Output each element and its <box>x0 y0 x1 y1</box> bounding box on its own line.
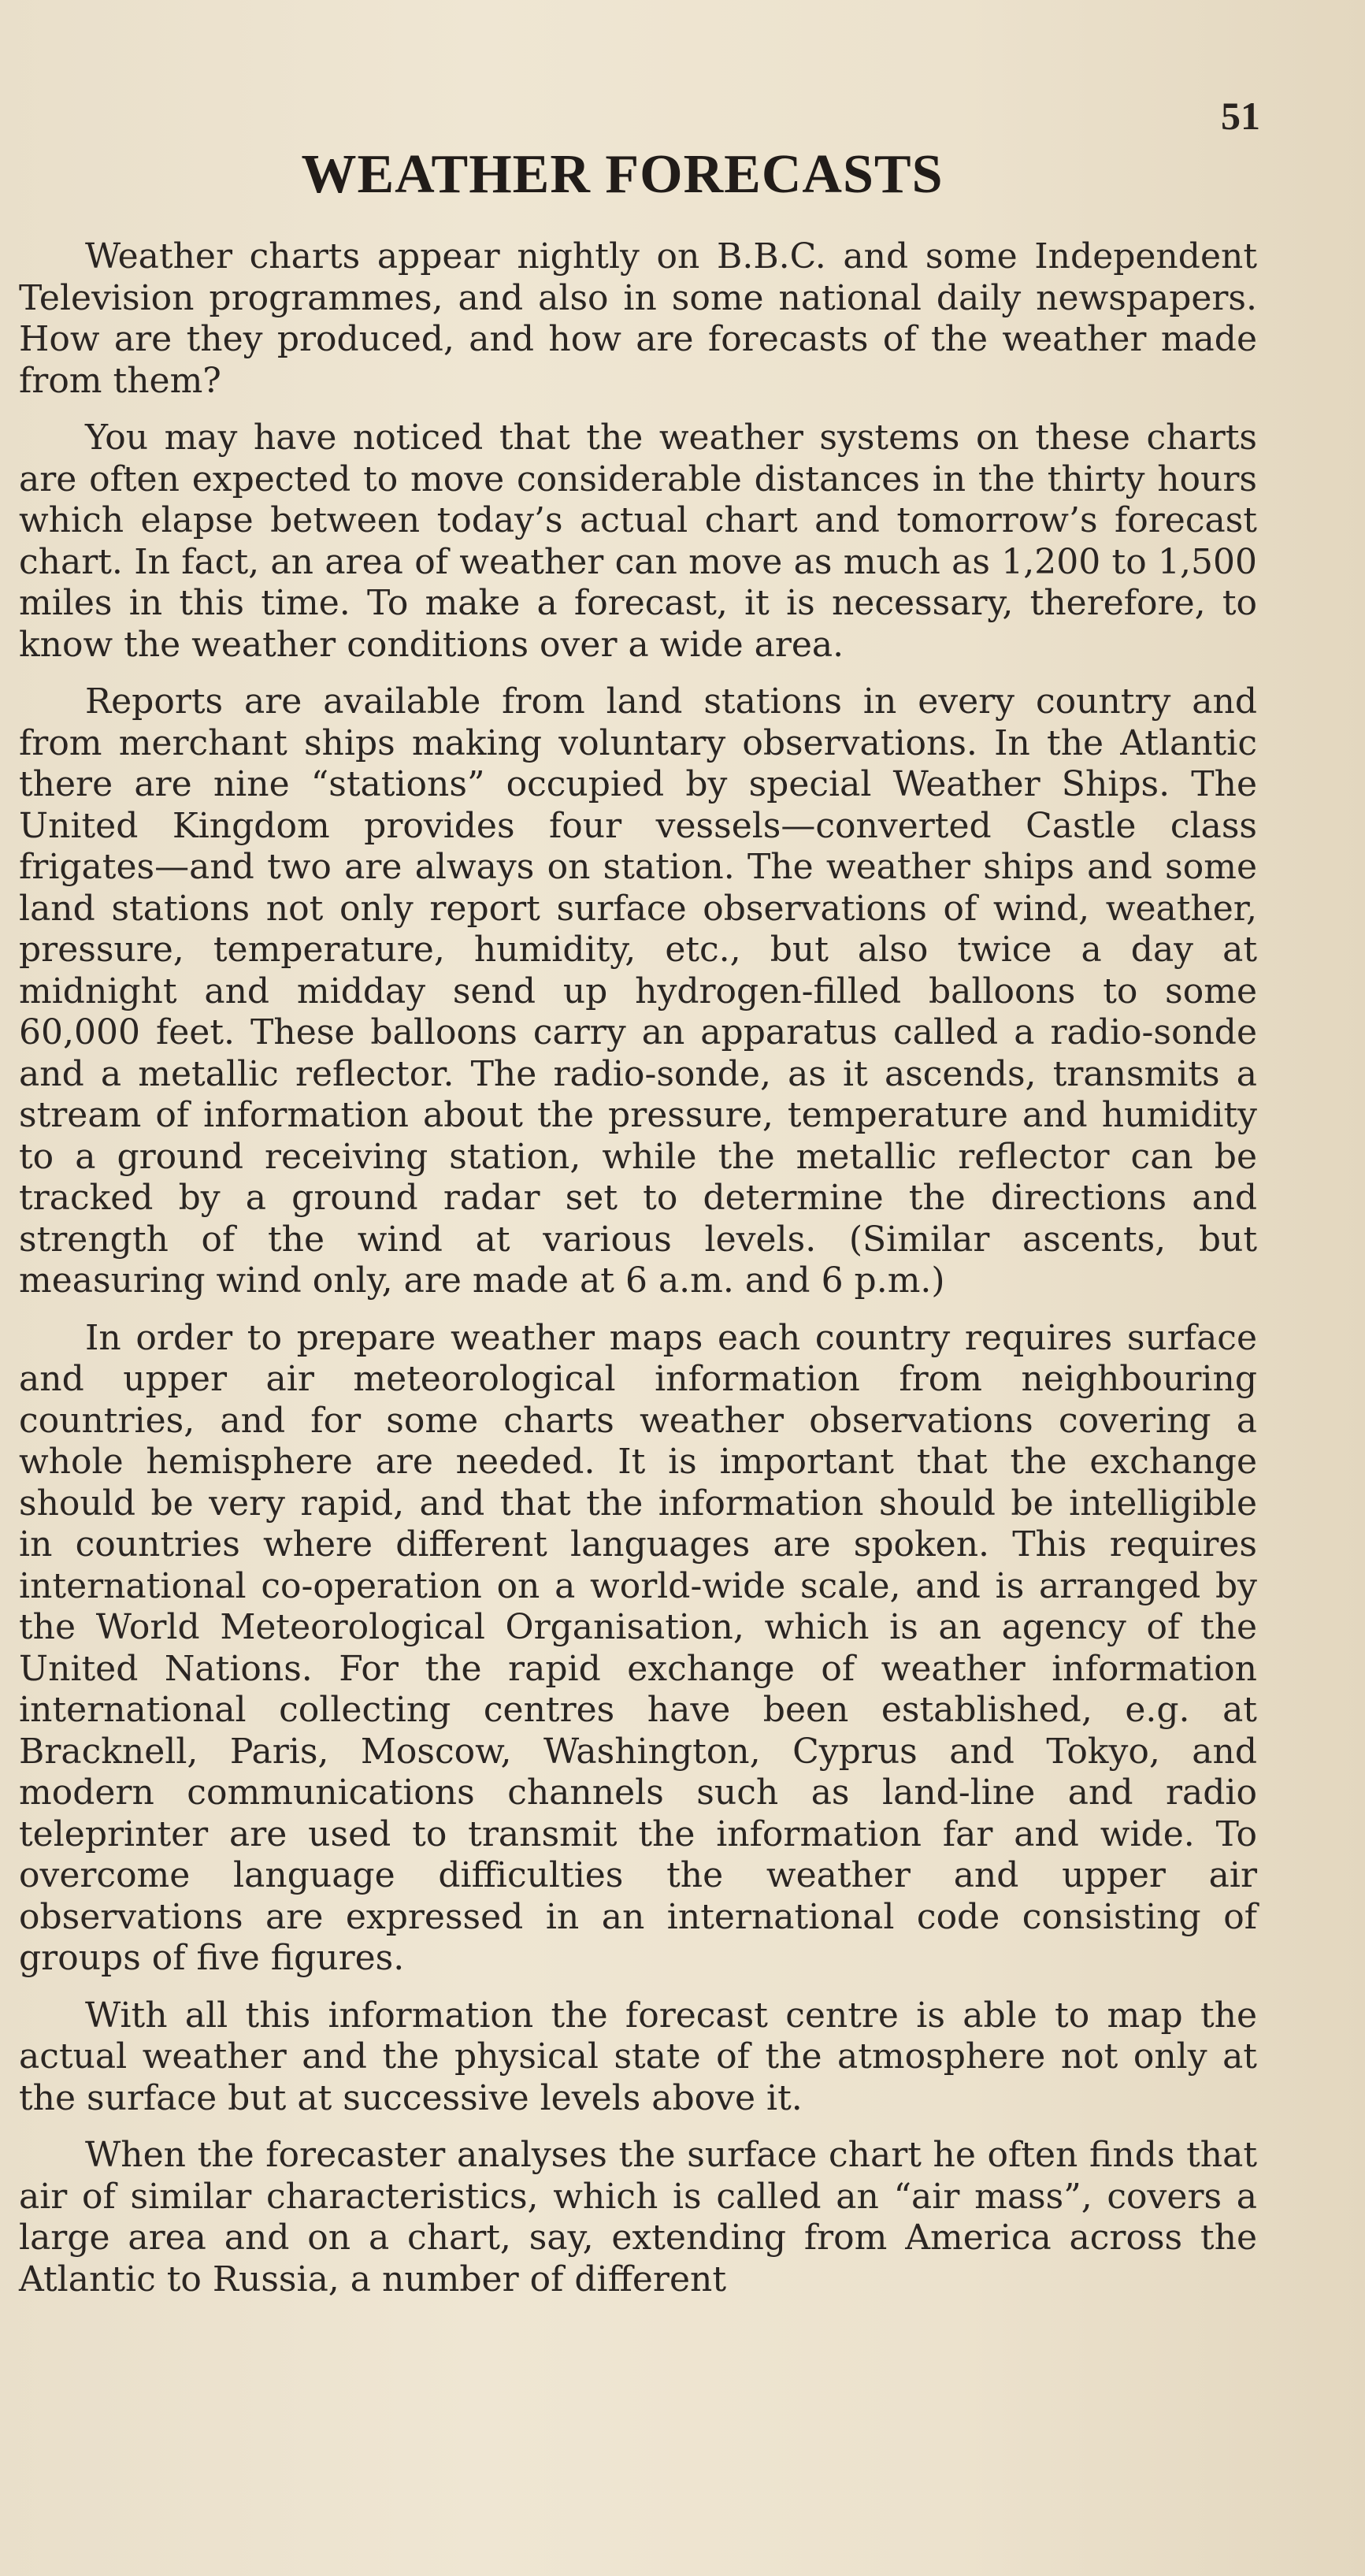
paragraph-4: In order to prepare weather maps each country requires surface and upper air meteorological information from neighbouring countries, and for some charts weather observations covering a whole hemisphere are needed. It is important that the exchange should be very rapid, and that the information should be intelligible in countries where different languages are spoken. This requires international co-operation on a world-wide scale, and is arranged by the World Meteorological Organisation, which is an agency of the United Nations. For the rapid exchange of weather information international collecting centres have been established, e.g. at Bracknell, Paris, Moscow, Washington, Cyprus and Tokyo, and modern communications channels such as land-line and radio teleprinter are used to transmit the information far and wide. To overcome language difficulties the weather and upper air observations are expressed in an international code consisting of groups of five figures. <box>19 1317 1257 1978</box>
paragraph-3: Reports are available from land stations in every country and from merchant ships making voluntary observations. In the Atlantic there are nine “stations” occupied by special Weather Ships. The United Kingdom provides four vessels—converted Castle class frigates—and two are always on station. The weather ships and some land stations not only report surface observations of wind, weather, pressure, temperature, humidity, etc., but also twice a day at midnight and midday send up hydrogen-filled balloons to some 60,000 feet. These balloons carry an apparatus called a radio-sonde and a metallic reflector. The radio-sonde, as it ascends, transmits a stream of information about the pressure, temperature and humidity to a ground receiving station, while the metallic reflector can be tracked by a ground radar set to determine the directions and strength of the wind at various levels. (Similar ascents, but measuring wind only, are made at 6 a.m. and 6 p.m.) <box>19 681 1257 1301</box>
paragraph-5: With all this information the forecast centre is able to map the actual weather and the physical state of the atmosphere not only at the surface but at successive levels above it. <box>19 1995 1257 2118</box>
body-text <box>19 236 1257 2316</box>
paragraph-1: Weather charts appear nightly on B.B.C. and some Independent Television programmes, and also in some national daily newspapers. How are they produced, and how are forecasts of the weather made from them? <box>19 236 1257 401</box>
page-number: 51 <box>1221 94 1260 138</box>
paragraph-6: When the forecaster analyses the surface chart he often finds that air of similar characteristics, which is called an “air mass”, covers a large area and on a chart, say, extending from America across the Atlantic to Russia, a number of different <box>19 2135 1257 2299</box>
paragraph-2: You may have noticed that the weather systems on these charts are often expected to move considerable distances in the thirty hours which elapse between today’s actual chart and tomorrow’s forecast chart. In fact, an area of weather can move as much as 1,200 to 1,500 miles in this time. To make a forecast, it is necessary, therefore, to know the weather conditions over a wide area. <box>19 418 1257 665</box>
page-title: WEATHER FORECASTS <box>301 144 944 205</box>
